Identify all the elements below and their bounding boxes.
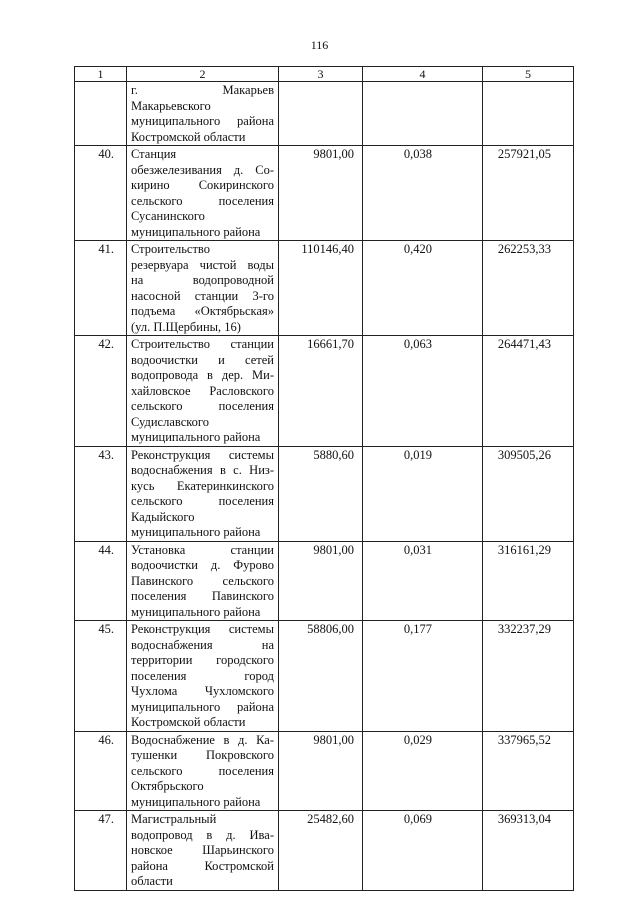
capacity-value: 110146,40 <box>279 241 363 336</box>
object-name-line: Судиславского <box>131 414 210 429</box>
object-name-line: поселения Павинского <box>131 589 274 603</box>
cumulative-total: 369313,04 <box>483 811 574 891</box>
object-name-line: водопровод в д. Ива- <box>131 827 274 842</box>
object-name-line: муниципального района <box>131 604 261 619</box>
capacity-value: 9801,00 <box>279 731 363 811</box>
object-name-line: водопровода в дер. Ми- <box>131 368 274 382</box>
row-number: 46. <box>75 731 127 811</box>
table-row <box>75 621 574 732</box>
object-name-line: Установка станции <box>131 542 274 557</box>
object-name-line: сельского поселения <box>131 399 274 413</box>
cumulative-total: 337965,52 <box>483 731 574 811</box>
object-name-line: водоснабжения в с. Низ- <box>131 463 274 477</box>
cumulative-total: 332237,29 <box>483 621 574 732</box>
row-number: 47. <box>75 811 127 891</box>
cumulative-total <box>483 82 574 146</box>
object-name-line: сельского поселения <box>131 193 274 208</box>
object-name-line: резервуара чистой воды <box>131 257 274 272</box>
header-col-5: 5 <box>483 67 574 82</box>
objects-table <box>74 66 574 891</box>
object-name-line: Реконструкция системы <box>131 622 274 636</box>
object-name-line: подъема «Октябрьская» <box>131 304 274 318</box>
page-number: 116 <box>310 38 329 52</box>
row-number: 41. <box>75 241 127 336</box>
object-name <box>127 541 279 621</box>
coefficient-value: 0,029 <box>363 731 483 811</box>
object-name-line: муниципального района <box>131 430 261 444</box>
coefficient-value: 0,420 <box>363 241 483 336</box>
table-body <box>75 82 574 891</box>
object-name-line: Павинского сельского <box>131 573 274 588</box>
object-name <box>127 446 279 541</box>
capacity-value: 25482,60 <box>279 811 363 891</box>
object-name <box>127 146 279 241</box>
capacity-value: 9801,00 <box>279 541 363 621</box>
coefficient-value: 0,031 <box>363 541 483 621</box>
coefficient-value: 0,069 <box>363 811 483 891</box>
object-name-line: тушенки Покровского <box>131 748 274 762</box>
capacity-value <box>279 82 363 146</box>
object-name-line: хайловское Расловского <box>131 383 274 398</box>
object-name-line: обезжелезивания д. Со- <box>131 162 274 177</box>
row-number: 42. <box>75 336 127 447</box>
table-row <box>75 446 574 541</box>
object-name-line: на водопроводной <box>131 273 274 287</box>
row-number: 40. <box>75 146 127 241</box>
header-col-2: 2 <box>127 67 279 82</box>
capacity-value: 16661,70 <box>279 336 363 447</box>
cumulative-total: 262253,33 <box>483 241 574 336</box>
header-col-1: 1 <box>75 67 127 82</box>
object-name-line: Кадыйского <box>131 509 195 524</box>
object-name-line: водоснабжения на <box>131 637 274 652</box>
object-name-line: кусь Екатеринкинского <box>131 478 274 493</box>
coefficient-value: 0,063 <box>363 336 483 447</box>
coefficient-value: 0,038 <box>363 146 483 241</box>
object-name-line: Костромской области <box>131 715 246 729</box>
object-name <box>127 731 279 811</box>
row-number: 45. <box>75 621 127 732</box>
object-name-line: района Костромской <box>131 858 274 873</box>
object-name <box>127 336 279 447</box>
capacity-value: 9801,00 <box>279 146 363 241</box>
object-name-line: области <box>131 874 173 888</box>
object-name-line: кирино Сокиринского <box>131 178 274 192</box>
object-name-line: Макарьевского <box>131 98 211 113</box>
object-name-line: Водоснабжение в д. Ка- <box>131 732 274 747</box>
capacity-value: 58806,00 <box>279 621 363 732</box>
object-name-line: г. Макарьев <box>131 83 274 97</box>
table-row <box>75 146 574 241</box>
object-name-line: Костромской области <box>131 129 246 144</box>
object-name <box>127 241 279 336</box>
coefficient-value <box>363 82 483 146</box>
cumulative-total: 257921,05 <box>483 146 574 241</box>
object-name-line: Магистральный <box>131 812 217 826</box>
object-name-line: муниципального района <box>131 699 274 714</box>
coefficient-value: 0,177 <box>363 621 483 732</box>
object-name-line: новское Шарьинского <box>131 843 274 857</box>
object-name-line: территории городского <box>131 653 274 667</box>
table-row <box>75 336 574 447</box>
cumulative-total: 316161,29 <box>483 541 574 621</box>
object-name-line: муниципального района <box>131 525 261 539</box>
coefficient-value: 0,019 <box>363 446 483 541</box>
object-name-line: муниципального района <box>131 114 274 128</box>
object-name-line: (ул. П.Щербины, 16) <box>131 319 241 334</box>
table-row <box>75 731 574 811</box>
cumulative-total: 309505,26 <box>483 446 574 541</box>
object-name-line: поселения город <box>131 668 274 683</box>
object-name-line: насосной станции 3-го <box>131 288 274 303</box>
object-name <box>127 811 279 891</box>
cumulative-total: 264471,43 <box>483 336 574 447</box>
object-name-line: Реконструкция системы <box>131 447 274 462</box>
header-col-3: 3 <box>279 67 363 82</box>
object-name-line: Станция <box>131 147 177 161</box>
object-name-line: муниципального района <box>131 794 261 809</box>
object-name-line: Чухлома Чухломского <box>131 684 274 698</box>
object-name-line: водоочистки и сетей <box>131 352 274 367</box>
header-col-4: 4 <box>363 67 483 82</box>
row-number <box>75 82 127 146</box>
object-name-line: Строительство станции <box>131 337 274 351</box>
object-name-line: Октябрьского <box>131 779 204 793</box>
table-row <box>75 541 574 621</box>
object-name-line: Строительство <box>131 242 211 256</box>
object-name-line: водоочистки д. Фурово <box>131 558 274 572</box>
table-row <box>75 241 574 336</box>
table-row <box>75 82 574 146</box>
row-number: 43. <box>75 446 127 541</box>
object-name <box>127 82 279 146</box>
row-number: 44. <box>75 541 127 621</box>
object-name-line: муниципального района <box>131 224 261 239</box>
object-name-line: сельского поселения <box>131 763 274 778</box>
object-name-line: Сусанинского <box>131 209 205 223</box>
table-header-row <box>75 67 574 82</box>
object-name <box>127 621 279 732</box>
object-name-line: сельского поселения <box>131 494 274 508</box>
table-row <box>75 811 574 891</box>
capacity-value: 5880,60 <box>279 446 363 541</box>
